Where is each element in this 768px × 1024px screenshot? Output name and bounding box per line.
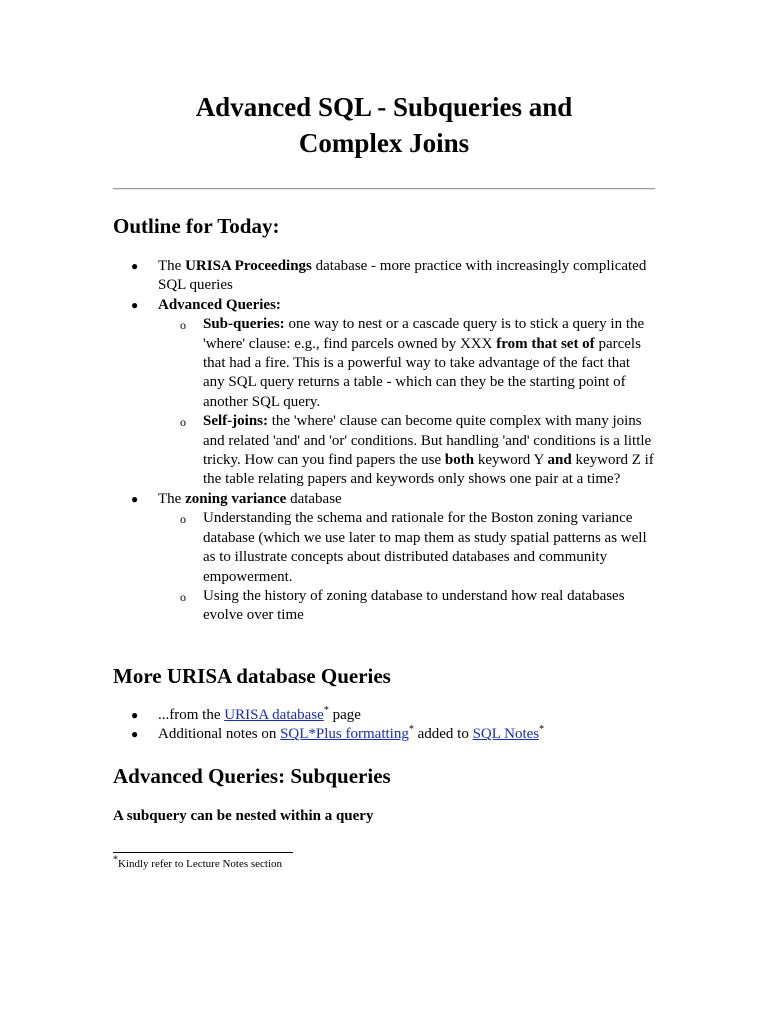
list-item: o Self-joins: the 'where' clause can become quite complex with many joins and related 'and' and 'or' conditions. But handling 'and' conditions is a little tricky. How can you find papers the use both keyword Y and keyword Z if the table relating papers and keywords only shows one pair at a time?: [180, 413, 654, 488]
bullet-icon: ●: [131, 708, 139, 722]
circle-bullet-icon: o: [180, 589, 186, 604]
urisa-database-link[interactable]: URISA database: [224, 707, 324, 723]
sub-list: [158, 509, 655, 625]
list-item: o Using the history of zoning database to understand how real databases evolve over time: [180, 587, 625, 624]
advanced-queries-heading: Advanced Queries: Subqueries: [113, 764, 391, 788]
more-queries-heading: More URISA database Queries: [113, 664, 391, 688]
list-item: ● ...from the URISA database* page: [113, 706, 655, 725]
sqlplus-formatting-link[interactable]: SQL*Plus formatting: [280, 726, 409, 743]
footnote-divider: [113, 852, 293, 853]
outline-list: [113, 257, 655, 626]
bullet-icon: ●: [131, 491, 139, 506]
sub-list: [158, 315, 655, 490]
footnote: *Kindly refer to Lecture Notes section: [113, 854, 283, 870]
circle-bullet-icon: o: [180, 415, 186, 430]
circle-bullet-icon: o: [180, 318, 186, 333]
horizontal-rule: [113, 188, 655, 190]
page-title: [113, 89, 655, 161]
subquery-subheading: A subquery can be nested within a query: [113, 808, 374, 824]
bullet-icon: ●: [131, 727, 139, 742]
list-item: ● The zoning variance database o Understanding the schema and rationale for the Boston zoning variance database (which we use later to map them as study spatial patterns as well as to illustrate concepts about distributed databases and community empowerment. o Using the history of zoning database to understand how real databases evolve over time: [113, 490, 655, 626]
outline-heading: Outline for Today:: [113, 214, 280, 238]
list-item: o Understanding the schema and rationale for the Boston zoning variance database (which we use later to map them as study spatial patterns as well as to illustrate concepts about distributed databases and community empowerment.: [180, 510, 647, 585]
title-line-1: Advanced SQL - Subqueries and: [195, 92, 573, 122]
bullet-icon: ●: [131, 297, 139, 312]
list-item: ● Additional notes on SQL*Plus formatting* added to SQL Notes*: [113, 725, 655, 744]
list-item: ● The URISA Proceedings database - more practice with increasingly complicated SQL queries: [131, 258, 647, 294]
circle-bullet-icon: o: [180, 512, 186, 527]
bullet-icon: ●: [131, 259, 139, 273]
title-line-2: Complex Joins: [298, 128, 470, 158]
more-queries-list: [113, 706, 655, 745]
list-item: ● Advanced Queries: o Sub-queries: one way to nest or a cascade query is to stick a query in the 'where' clause: e.g., find parcels owned by XXX from that set of parcels that had a fire. This is a powerful way to take advantage of the fact that any SQL query returns a table - which can they be the starting point of another SQL query. o Self-joins: the 'where' clause can become quite complex with many joins and related 'and' and 'or' conditions. But handling 'and' conditions is a little tricky. How can you find papers the use both keyword Y and keyword Z if the table relating papers and keywords only shows one pair at a time?: [113, 296, 655, 490]
sql-notes-link[interactable]: SQL Notes: [472, 726, 540, 743]
list-item: o Sub-queries: one way to nest or a cascade query is to stick a query in the 'where' clause: e.g., find parcels owned by XXX from that set of parcels that had a fire. This is a powerful way to take advantage of the fact that any SQL query returns a table - which can they be the starting point of another SQL query.: [180, 316, 645, 410]
